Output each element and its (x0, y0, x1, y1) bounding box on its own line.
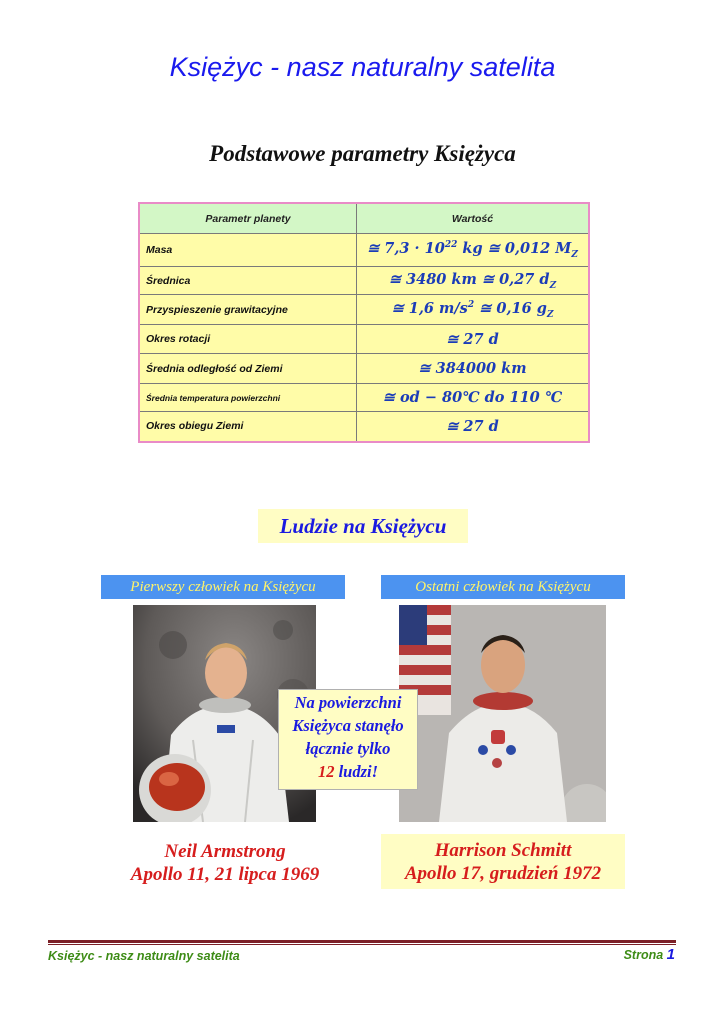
param-mass: Masa (139, 234, 357, 267)
page-indicator (624, 946, 675, 963)
armstrong-name: Neil Armstrong (164, 841, 286, 862)
info-suffix: ludzi! (334, 762, 379, 781)
info-count: 12 (317, 762, 335, 781)
param-gravity: Przyspieszenie grawitacyjne (139, 295, 357, 325)
table-row (139, 412, 589, 442)
table-row (139, 267, 589, 295)
footer-divider-thin (48, 944, 676, 945)
param-rotation: Okres rotacji (139, 325, 357, 354)
armstrong-mission: Apollo 11, 21 lipca 1969 (130, 864, 320, 885)
info-line-1: Na powierzchni (294, 693, 402, 712)
value-mass: ≅ $7,3 \cdot 10^{22}$ kg ≅ 0,012 $M_Z$ (357, 234, 590, 267)
param-temperature: Średnia temperatura powierzchni (139, 384, 357, 412)
schmitt-mission: Apollo 17, grudzień 1972 (404, 863, 602, 884)
param-diameter: Średnica (139, 267, 357, 295)
table-row (139, 325, 589, 354)
table-row (139, 234, 589, 267)
page-number: 1 (666, 946, 675, 963)
info-line-2: Księżyca stanęło (292, 716, 404, 735)
value-rotation: ≅ 27 d (357, 325, 590, 354)
section-subtitle: Podstawowe parametry Księżyca (209, 141, 516, 166)
people-heading: Ludzie na Księżycu (258, 509, 468, 543)
value-gravity: ≅ 1,6 $m/s^2$ ≅ 0,16 $g_Z$ (357, 295, 590, 325)
schmitt-photo (399, 605, 606, 822)
left-caption: Pierwszy człowiek na Księżycu (101, 575, 345, 599)
value-orbit: ≅ 27 d (357, 412, 590, 442)
value-temperature: ≅ od − 80℃ do 110 ℃ (357, 384, 590, 412)
info-box (278, 689, 418, 790)
armstrong-label (110, 840, 340, 890)
footer-divider (48, 940, 676, 943)
table-header-row (139, 203, 589, 234)
info-line-4 (279, 760, 417, 783)
footer-title: Księżyc - nasz naturalny satelita (48, 949, 240, 963)
param-orbit: Okres obiegu Ziemi (139, 412, 357, 442)
header-parameter: Parametr planety (139, 203, 357, 234)
schmitt-label (381, 834, 625, 889)
table-row (139, 295, 589, 325)
header-value: Wartość (357, 203, 590, 234)
page-title: Księżyc - nasz naturalny satelita (169, 52, 556, 82)
schmitt-portrait-image (399, 605, 606, 822)
table-row (139, 384, 589, 412)
table-row (139, 354, 589, 384)
value-diameter: ≅ 3480 km ≅ 0,27 $d_Z$ (357, 267, 590, 295)
right-caption: Ostatni człowiek na Księżycu (381, 575, 625, 599)
page-label: Strona (623, 948, 667, 962)
parameters-table (138, 202, 590, 443)
schmitt-name: Harrison Schmitt (434, 840, 572, 861)
param-distance: Średnia odległość od Ziemi (139, 354, 357, 384)
info-line-3: łącznie tylko (305, 739, 391, 758)
value-distance: ≅ 384000 km (357, 354, 590, 384)
